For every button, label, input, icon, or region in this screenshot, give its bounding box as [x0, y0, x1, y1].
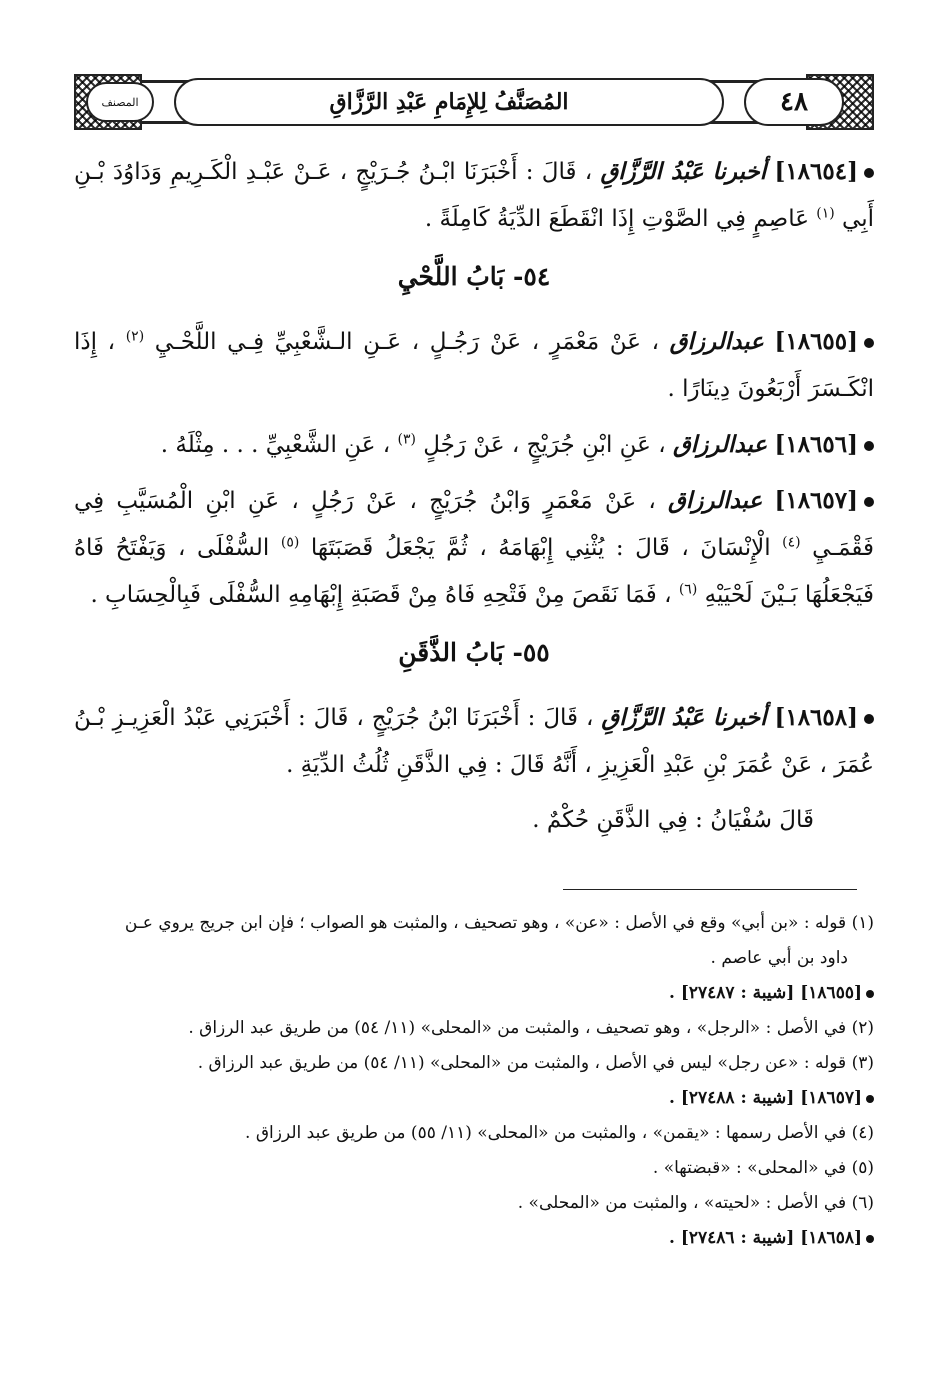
footnote-separator: [563, 889, 857, 890]
hadith-text: الْإِنْسَانَ ، قَالَ : يُثْنِي إِبْهَامَهُ ، ثُمَّ يَجْعَلُ قَصَبَتَهَا: [310, 535, 771, 561]
footnote-item: (٣) قوله : «عن رجل» ليس في الأصل ، والمثبت من «المحلى» (١١/ ٥٤) من طريق عبد الرزاق .: [197, 1053, 874, 1073]
hadith-text: ، عَنْ مَعْمَرٍ ، عَنْ رَجُـلٍ ، عَـنِ الـشَّعْبِيِّ فِـي اللَّحْـيِ: [154, 329, 660, 355]
chapter-title-54: ٥٤- بَابُ اللَّحْيِ: [397, 262, 551, 291]
hadith-18655: [74, 318, 874, 413]
hadith-18658: [74, 694, 874, 789]
footnote-ref: (٣): [397, 431, 416, 448]
footnote-ref-line: [74, 1221, 874, 1256]
footnote-item: (٢) في الأصل : «الرجل» ، وهو تصحيف ، والمثبت من «المحلى» (١١/ ٥٤) من طريق عبد الرزاق .: [188, 1018, 874, 1038]
chapter-title-55: ٥٥- بَابُ الذَّقَنِ: [398, 638, 550, 667]
footnote-ref: (٤): [782, 534, 801, 551]
footnote-ref-text: [١٨٦٥٥] [شيبة : ٢٧٤٨٧] .: [669, 983, 862, 1003]
footnote-ref: (٥): [280, 534, 300, 551]
hadith-18657: [74, 477, 874, 619]
footnote-ref-line: [74, 976, 874, 1011]
hadith-text: ، فَمَا نَقَصَ مِنْ فَتْحِهِ فَاهُ مِنْ قَصَبَةِ إِبْهَامِهِ السُّفْلَى فَبِالْحِسَابِ .: [90, 582, 672, 608]
hadith-number: [١٨٦٥٥]: [774, 328, 859, 355]
hadith-text: ، إِذَا انْكَـسَرَ أَرْبَعُونَ دِينَارًا .: [74, 329, 874, 402]
footnote-item: (٥) في «المحلى» : «قبضتها» .: [652, 1158, 874, 1178]
narrator: أخبرنا عَبْدُ الرَّزَّاقِ: [601, 704, 767, 731]
hadith-number: [١٨٦٥٤]: [774, 158, 858, 185]
narrator: عبدالرزاق: [668, 487, 763, 514]
narrator: عبدالرزاق: [672, 431, 768, 458]
page-number: [744, 78, 844, 126]
running-title: [174, 78, 724, 126]
bullet-icon: [864, 168, 874, 178]
emblem-text: المصنف: [101, 95, 139, 109]
book-emblem: [86, 82, 154, 122]
footnote-ref: (٦): [678, 581, 698, 598]
page-number-text: ٤٨: [780, 87, 808, 117]
footnotes: [74, 906, 874, 1256]
hadith-text: ، قَالَ : أَخْبَرَنَا ابْنُ جُرَيْجٍ ، قَالَ : أَخْبَرَنِي عَبْدُ الْعَزِيـزِ بْـنُ عُمَرَ ، عَنْ عُمَرَ بْنِ عَبْدِ الْعَزِيزِ ، أَنَّهُ قَالَ : فِي الذَّقَنِ ثُلُثُ الدِّيَةِ .: [74, 705, 874, 778]
hadith-text: ، عَنِ ابْنِ جُرَيْجٍ ، عَنْ رَجُلٍ: [423, 432, 666, 458]
running-title-text: المُصَنَّفُ لِلإِمَامِ عَبْدِ الرَّزَّاقِ: [329, 89, 569, 115]
footnote-ref-text: [١٨٦٥٧] [شيبة : ٢٧٤٨٨] .: [669, 1088, 862, 1108]
page-header: [74, 74, 874, 130]
footnote-ref: (٢): [125, 328, 145, 345]
narrator: أخبرنا عَبْدُ الرَّزَّاقِ: [600, 158, 767, 185]
footnote-item: داود بن أبي عاصم .: [710, 948, 848, 968]
footnote-ref-line: [74, 1081, 874, 1116]
bullet-icon: [864, 441, 874, 451]
footnote-ref-text: [١٨٦٥٨] [شيبة : ٢٧٤٨٦] .: [669, 1228, 862, 1248]
hadith-number: [١٨٦٥٦]: [774, 431, 858, 458]
hadith-text: ، قَالَ : أَخْبَرَنَا ابْـنُ جُـرَيْجٍ ، عَـنْ عَبْـدِ الْكَـرِيمِ وَدَاوُدَ بْـنِ أَبِي: [74, 159, 874, 232]
hadith-text: ، عَنِ الشَّعْبِيِّ . . . مِثْلَهُ .: [160, 432, 391, 458]
footnote-item: (١) قوله : «بن أبي» وقع في الأصل : «عن» ، وهو تصحيف ، والمثبت هو الصواب ؛ فإن ابن جريج يروي عـن: [124, 913, 874, 933]
bullet-icon: [864, 714, 874, 724]
hadith-18654: [74, 148, 874, 243]
footnote-ref: (١): [816, 205, 835, 222]
narrator: عبدالرزاق: [669, 328, 764, 355]
hadith-text: ، عَنْ مَعْمَرٍ وَابْنُ جُرَيْجٍ ، عَنْ رَجُلٍ ، عَنِ ابْنِ الْمُسَيَّبِ فِي فَقْمَـيِ: [74, 488, 875, 561]
bullet-icon: [866, 990, 874, 998]
bullet-icon: [866, 1235, 874, 1243]
hadith-number: [١٨٦٥٨]: [774, 704, 859, 731]
bullet-icon: [866, 1095, 874, 1103]
main-text: [74, 148, 874, 852]
hadith-text: السُّفْلَى ، وَيَفْتَحُ فَاهُ فَيَجْعَلُهَا بَـيْنَ لَحْيَيْهِ: [74, 535, 874, 608]
hadith-number: [١٨٦٥٧]: [774, 487, 859, 514]
bullet-icon: [864, 338, 874, 348]
hadith-18656: [74, 421, 874, 469]
sufyan-line: قَالَ سُفْيَانُ : فِي الذَّقَنِ حُكْمٌ .: [532, 807, 814, 833]
footnote-item: (٦) في الأصل : «لحيته» ، والمثبت من «المحلى» .: [517, 1193, 874, 1213]
footnote-item: (٤) في الأصل رسمها : «يقمن» ، والمثبت من «المحلى» (١١/ ٥٥) من طريق عبد الرزاق .: [245, 1123, 874, 1143]
hadith-text: عَاصِمٍ فِي الصَّوْتِ إِذَا انْقَطَعَ الدِّيَةُ كَامِلَةً .: [424, 206, 809, 232]
bullet-icon: [864, 497, 874, 507]
